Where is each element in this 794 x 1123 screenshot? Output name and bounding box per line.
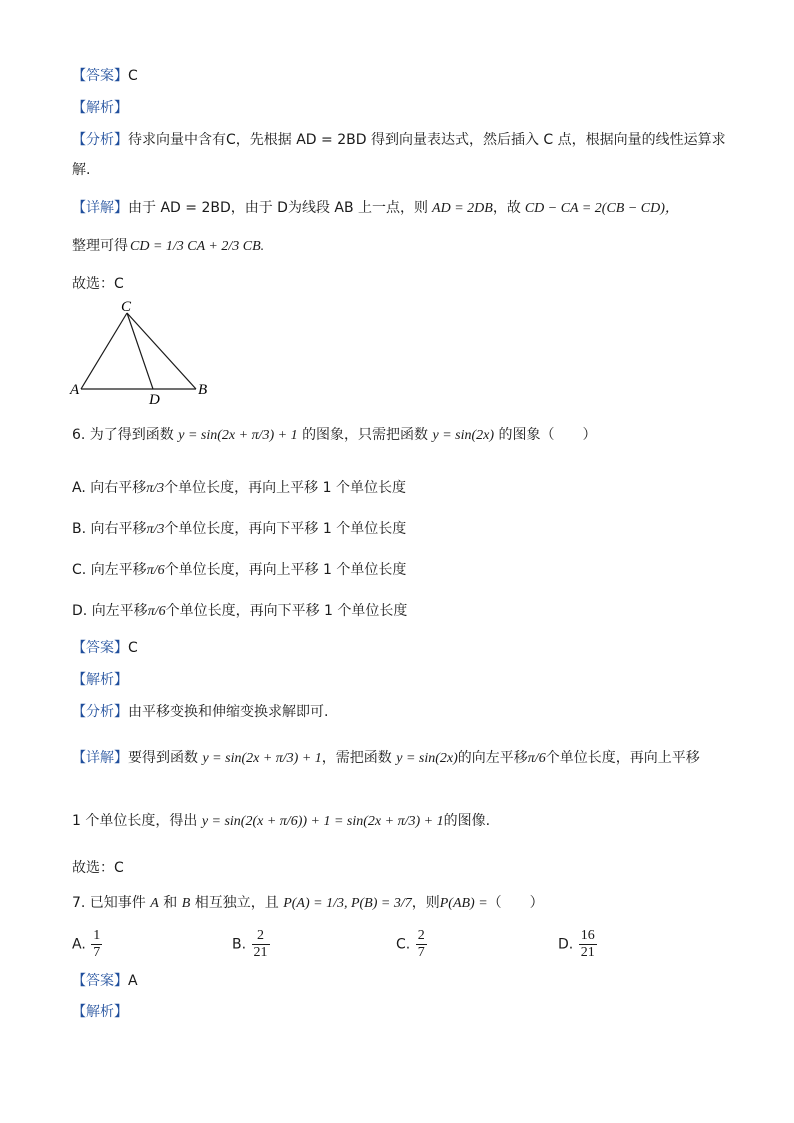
- edge-cb: [127, 313, 196, 389]
- detail-tag: 【详解】: [72, 750, 128, 766]
- q6-func1: y = sin(2x + π/3) + 1: [178, 428, 298, 443]
- q6-answer-line: [72, 638, 138, 658]
- option-text-b: 个单位长度，再向上平移 1 个单位长度: [164, 562, 407, 578]
- numerator: 2: [252, 928, 270, 945]
- fenxi-text-1: 待求向量中含有C，先根据 AD = 2BD 得到向量表达式，然后插入 C 点，根据向量的线性运算求: [128, 132, 726, 148]
- q6-option-a: [72, 478, 406, 499]
- answer-value: C: [128, 68, 138, 84]
- edge-ca: [81, 313, 127, 389]
- q6-stem-c: 的图象（ ）: [498, 427, 597, 443]
- q7-option-d: [558, 928, 598, 961]
- detail-text-1c: ，故: [492, 200, 521, 216]
- analysis-tag: 【解析】: [72, 100, 128, 116]
- q7-event-a: A: [150, 896, 159, 911]
- option-text-b: 个单位长度，再向下平移 1 个单位长度: [165, 603, 408, 619]
- q6-func2: y = sin(2x): [432, 428, 495, 443]
- detail-text-2b: 的图像.: [443, 813, 491, 829]
- option-frac: π/3: [146, 522, 165, 537]
- q7-pab: P(AB) =: [439, 896, 488, 911]
- q7-stem-a: 7. 已知事件: [72, 895, 146, 911]
- denominator: 21: [580, 945, 595, 960]
- answer-tag: 【答案】: [72, 68, 128, 84]
- vertex-label-c: C: [121, 299, 132, 315]
- option-text-a: 向右平移: [90, 480, 147, 496]
- q7-event-b: B: [181, 896, 191, 911]
- option-label: A.: [72, 480, 86, 496]
- q7-option-b: [232, 928, 271, 961]
- denominator: 21: [253, 945, 268, 960]
- option-text-b: 个单位长度，再向上平移 1 个单位长度: [164, 480, 406, 496]
- option-label: D.: [72, 603, 88, 619]
- detail-derivation: y = sin(2(x + π/6)) + 1 = sin(2x + π/3) + 1: [201, 814, 444, 829]
- option-text-a: 向左平移: [90, 562, 147, 578]
- detail-text-1a: 要得到函数: [128, 750, 198, 766]
- q6-stem: [72, 425, 597, 446]
- option-frac: [91, 928, 102, 961]
- detail-text-2a: 1 个单位长度，得出: [72, 813, 198, 829]
- fenxi-line-5a: [72, 130, 726, 150]
- detail-line-5b: [72, 236, 264, 257]
- detail-line-5a: [72, 198, 679, 219]
- q7-stem-d: ，则: [411, 895, 440, 911]
- vector-result: CD = 1/3 CA + 2/3 CB.: [130, 239, 265, 254]
- option-label: C.: [72, 562, 87, 578]
- q7-answer-line: [72, 971, 138, 991]
- option-frac: π/6: [146, 563, 165, 578]
- fenxi-tag: 【分析】: [72, 704, 128, 720]
- analysis-heading-5: [72, 98, 128, 118]
- option-frac: [252, 928, 270, 961]
- q6-choose-line: [72, 858, 124, 878]
- vertex-label-a: A: [70, 382, 80, 398]
- option-text-a: 向右平移: [90, 521, 147, 537]
- q7-option-c: [396, 928, 428, 961]
- q6-stem-b: 的图象，只需把函数: [302, 427, 429, 443]
- option-frac: [416, 928, 427, 961]
- detail-text-2a: 整理可得: [72, 238, 128, 254]
- fenxi-text-2: 解.: [72, 162, 91, 178]
- detail-text-1c: 的向左平移: [457, 750, 528, 766]
- numerator: 2: [417, 928, 425, 943]
- option-label: A.: [72, 936, 86, 953]
- q7-stem-e: （ ）: [487, 895, 544, 911]
- denominator: 7: [93, 945, 101, 960]
- denominator: 7: [417, 945, 425, 960]
- option-label: B.: [232, 936, 247, 953]
- choose-text: 故选：C: [72, 860, 124, 876]
- choose-text: 故选：C: [72, 276, 124, 292]
- q7-option-a: [72, 928, 103, 961]
- q7-stem: [72, 893, 544, 914]
- q6-fenxi-line: [72, 702, 328, 722]
- q6-detail-line-1: [72, 748, 700, 769]
- option-label: C.: [396, 936, 411, 953]
- answer-line-5: [72, 66, 138, 86]
- option-frac: π/3: [146, 481, 165, 496]
- option-frac: π/6: [147, 604, 166, 619]
- detail-tag: 【详解】: [72, 200, 128, 216]
- q7-analysis-heading: [72, 1002, 128, 1022]
- answer-tag: 【答案】: [72, 640, 128, 656]
- answer-value: C: [128, 640, 138, 656]
- option-frac: [579, 928, 597, 961]
- triangle-figure: [66, 296, 216, 408]
- numerator: 1: [93, 928, 101, 943]
- q6-option-d: [72, 601, 407, 622]
- detail-func2: y = sin(2x): [396, 751, 458, 766]
- q6-option-c: [72, 560, 406, 581]
- q6-option-b: [72, 519, 406, 540]
- analysis-tag: 【解析】: [72, 672, 128, 688]
- detail-frac: π/6: [527, 751, 546, 766]
- q7-stem-c: 相互独立，且: [194, 895, 279, 911]
- q6-stem-a: 6. 为了得到函数: [72, 427, 174, 443]
- q7-probs: P(A) = 1/3, P(B) = 3/7: [283, 896, 412, 911]
- vector-equation-2: CD − CA = 2(CB − CD)，: [524, 201, 679, 216]
- fenxi-line-5b: [72, 160, 90, 180]
- edge-cd: [127, 313, 153, 389]
- q6-analysis-heading: [72, 670, 128, 690]
- detail-text-1d: 个单位长度，再向上平移: [545, 750, 700, 766]
- vertex-label-b: B: [198, 382, 208, 398]
- option-label: D.: [558, 936, 574, 953]
- answer-value: A: [128, 973, 138, 989]
- option-text-a: 向左平移: [91, 603, 148, 619]
- q7-stem-b: 和: [163, 895, 178, 911]
- q6-detail-line-2: [72, 811, 490, 832]
- detail-text-1b: ，需把函数: [321, 750, 392, 766]
- analysis-tag: 【解析】: [72, 1004, 128, 1020]
- option-text-b: 个单位长度，再向下平移 1 个单位长度: [164, 521, 407, 537]
- choose-line-5: [72, 274, 124, 294]
- option-label: B.: [72, 521, 87, 537]
- numerator: 16: [580, 928, 595, 943]
- fenxi-text: 由平移变换和伸缩变换求解即可.: [128, 704, 329, 720]
- vertex-label-d: D: [149, 392, 160, 408]
- vector-equation-1: AD = 2DB: [432, 201, 493, 216]
- fenxi-tag: 【分析】: [72, 132, 128, 148]
- answer-tag: 【答案】: [72, 973, 128, 989]
- detail-func1: y = sin(2x + π/3) + 1: [202, 751, 322, 766]
- detail-text-1a: 由于 AD = 2BD，由于 D为线段 AB 上一点，则: [128, 200, 429, 216]
